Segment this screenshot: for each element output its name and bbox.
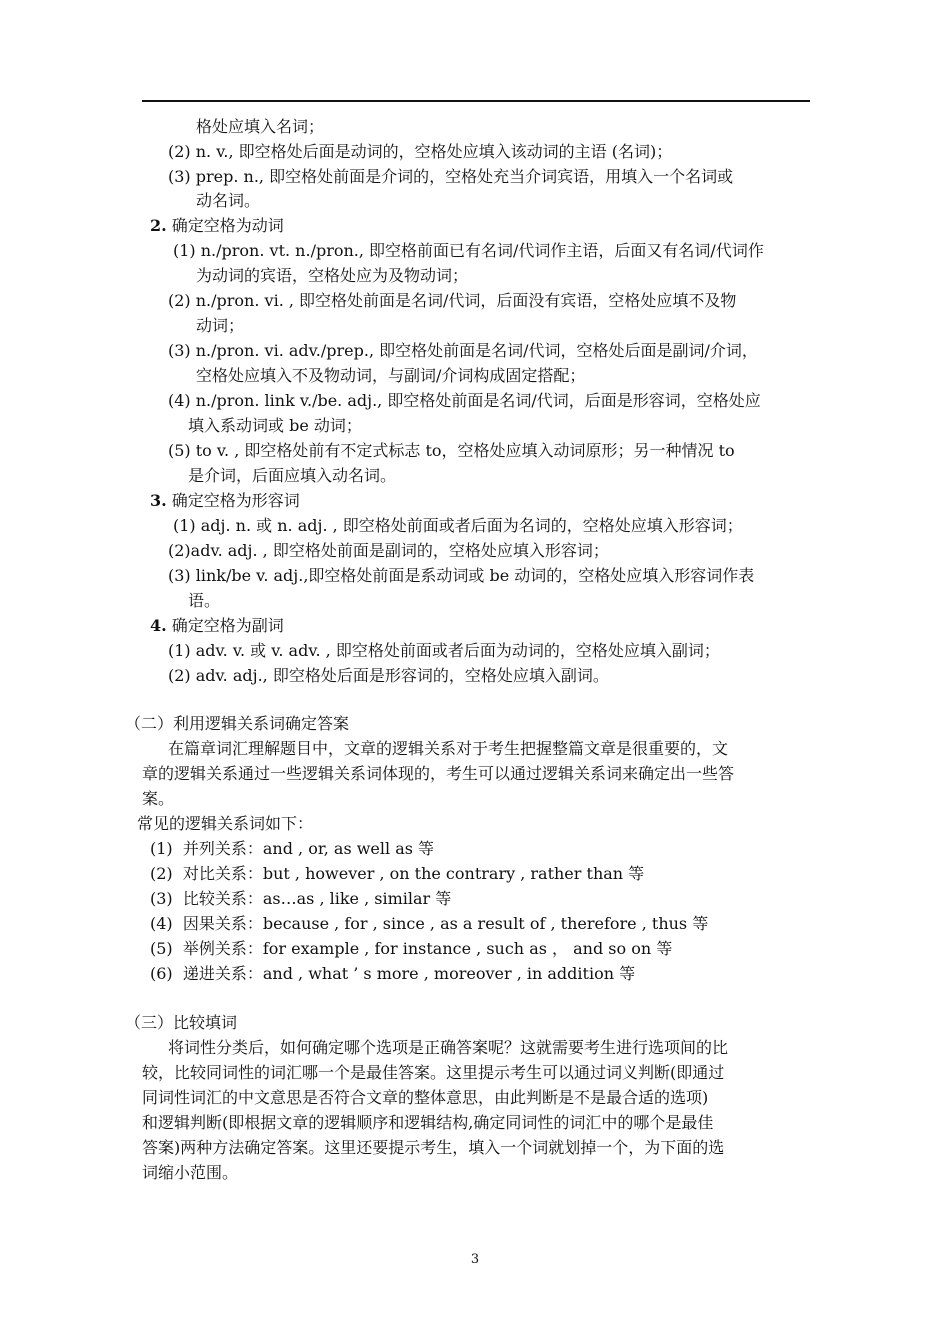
text-line: 是介词，后面应填入动名词。 [188, 466, 397, 485]
relation-label: 递进关系： [182, 964, 263, 983]
relation-item [150, 914, 708, 934]
text-line: 格处应填入名词； [196, 117, 325, 136]
relation-item [150, 839, 434, 859]
relation-label: 举例关系： [182, 939, 263, 958]
relation-number: (6) [150, 964, 173, 983]
relation-item [150, 939, 672, 959]
relation-words: as…as , like , similar 等 [262, 889, 452, 908]
paragraph-line: 案。 [142, 789, 175, 808]
text-line: (3) n./pron. vi. adv./prep., 即空格处前面是名词/代词，空格处后面是副词/介词， [168, 341, 758, 360]
paragraph-line: 将词性分类后，如何确定哪个选项是正确答案呢？这就需要考生进行选项间的比 [168, 1038, 729, 1057]
relation-item [150, 889, 451, 909]
text-line: (1) adv. v. 或 v. adv. , 即空格处前面或者后面为动词的，空格处应填入副词； [168, 641, 720, 660]
section-title: 确定空格为副词 [171, 616, 284, 635]
paragraph-line: 较，比较同词性的词汇哪一个是最佳答案。这里提示考生可以通过词义判断(即通过 [142, 1063, 725, 1082]
paragraph-line: 在篇章词汇理解题目中，文章的逻辑关系对于考生把握整篇文章是很重要的，文 [168, 739, 729, 758]
paragraph-line: 章的逻辑关系通过一些逻辑关系词体现的，考生可以通过逻辑关系词来确定出一些答 [142, 764, 735, 783]
relation-label: 并列关系： [182, 839, 263, 858]
text-line: (2) adv. adj., 即空格处后面是形容词的，空格处应填入副词。 [168, 666, 609, 685]
relation-item [150, 864, 644, 884]
text-line: (2)adv. adj. , 即空格处前面是副词的，空格处应填入形容词； [168, 541, 609, 560]
text-line: (2) n./pron. vi. , 即空格处前面是名词/代词，后面没有宾语，空格处应填不及物 [168, 291, 737, 310]
text-line: (3) prep. n., 即空格处前面是介词的，空格处充当介词宾语，用填入一个名词或 [168, 167, 734, 186]
section-title: 确定空格为形容词 [171, 491, 300, 510]
text-line: (4) n./pron. link v./be. adj., 即空格处前面是名词/代词，后面是形容词，空格处应 [168, 391, 761, 410]
section-number: 3. [150, 491, 167, 510]
relation-words: but , however , on the contrary , rather than 等 [262, 864, 645, 883]
section-heading [150, 216, 284, 236]
relation-words: for example , for instance , such as ， and so on 等 [262, 939, 673, 958]
relation-number: (1) [150, 839, 173, 858]
relation-label: 对比关系： [182, 864, 263, 883]
text-line: (1) adj. n. 或 n. adj. , 即空格处前面或者后面为名词的，空格处应填入形容词； [173, 516, 743, 535]
text-line: 为动词的宾语，空格处应为及物动词； [196, 266, 469, 285]
text-line: (2) n. v., 即空格处后面是动词的，空格处应填入该动词的主语 (名词)； [168, 142, 673, 161]
paragraph-line: 词缩小范围。 [142, 1163, 239, 1182]
paragraph-line: 和逻辑判断(即根据文章的逻辑顺序和逻辑结构,确定同词性的词汇中的哪个是最佳 [142, 1113, 714, 1132]
page-number: 3 [470, 1252, 480, 1267]
section-number: 4. [150, 616, 167, 635]
relation-label: 比较关系： [182, 889, 263, 908]
section-number: 2. [150, 216, 167, 235]
section-heading [150, 616, 284, 636]
relation-words: because , for , since , as a result of , therefore , thus 等 [262, 914, 709, 933]
relation-label: 因果关系： [182, 914, 263, 933]
header-rule [142, 100, 810, 102]
part-title: （二）利用逻辑关系词确定答案 [125, 714, 350, 733]
section-heading [150, 491, 300, 511]
text-line: 动词； [196, 316, 245, 335]
text-line: 空格处应填入不及物动词，与副词/介词构成固定搭配； [196, 366, 586, 385]
text-line: (3) link/be v. adj.,即空格处前面是系动词或 be 动词的，空格处应填入形容词作表 [168, 566, 755, 585]
list-intro: 常见的逻辑关系词如下： [137, 814, 314, 833]
section-title: 确定空格为动词 [171, 216, 284, 235]
paragraph-line: 同词性词汇的中文意思是否符合文章的整体意思，由此判断是不是最合适的选项) [142, 1088, 709, 1107]
relation-number: (5) [150, 939, 173, 958]
paragraph-line: 答案)两种方法确定答案。这里还要提示考生，填入一个词就划掉一个，为下面的选 [142, 1138, 725, 1157]
text-line: 动名词。 [196, 191, 261, 210]
relation-words: and , what ’ s more , moreover , in addition 等 [262, 964, 636, 983]
relation-item [150, 964, 635, 984]
part-title: （三）比较填词 [125, 1013, 238, 1032]
relation-number: (2) [150, 864, 173, 883]
text-line: 填入系动词或 be 动词； [188, 416, 362, 435]
text-line: (1) n./pron. vt. n./pron., 即空格前面已有名词/代词作主语，后面又有名词/代词作 [173, 241, 764, 260]
relation-words: and , or, as well as 等 [262, 839, 435, 858]
relation-number: (3) [150, 889, 173, 908]
relation-number: (4) [150, 914, 173, 933]
text-line: 语。 [188, 591, 221, 610]
text-line: (5) to v. , 即空格处前有不定式标志 to，空格处应填入动词原形；另一种情况 to [168, 441, 735, 460]
